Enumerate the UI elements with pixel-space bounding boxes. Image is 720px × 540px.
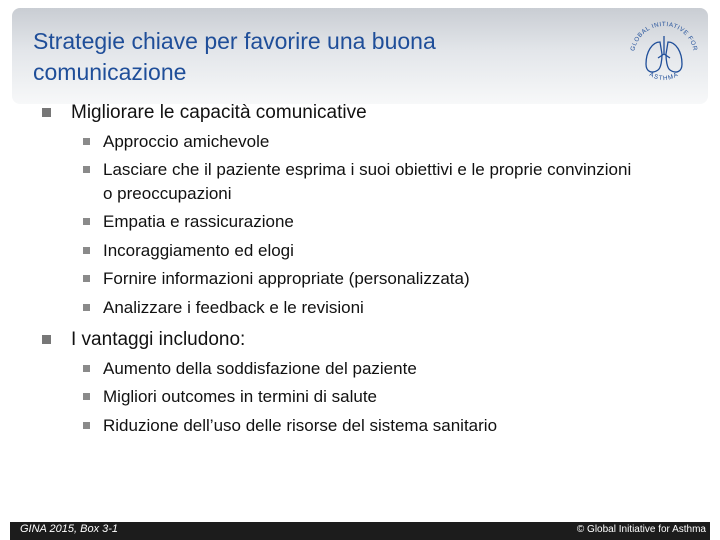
gina-logo <box>622 14 706 98</box>
logo-text: GLOBAL INITIATIVE FOR <box>629 20 699 52</box>
square-bullet-icon <box>83 275 90 282</box>
square-bullet-icon <box>42 335 51 344</box>
list-item: Aumento della soddisfazione del paziente <box>103 357 663 381</box>
square-bullet-icon <box>42 108 51 117</box>
slide-title: Strategie chiave per favorire una buona comunicazione <box>33 28 436 85</box>
list-item: Approccio amichevole <box>103 130 663 154</box>
list-item: Incoraggiamento ed elogi <box>103 239 663 263</box>
list-item: Empatia e rassicurazione <box>103 210 663 234</box>
section-heading: Migliorare le capacità comunicative <box>71 102 367 124</box>
square-bullet-icon <box>83 218 90 225</box>
svg-text:ASTHMA: ASTHMA <box>647 71 681 83</box>
section-heading: I vantaggi includono: <box>71 329 245 351</box>
list-item: Migliori outcomes in termini di salute <box>103 385 663 409</box>
source-citation: GINA 2015, Box 3-1 <box>20 523 119 535</box>
square-bullet-icon <box>83 393 90 400</box>
list-item: Riduzione dell’uso delle risorse del sistema sanitario <box>103 414 663 438</box>
square-bullet-icon <box>83 247 90 254</box>
square-bullet-icon <box>83 365 90 372</box>
square-bullet-icon <box>83 166 90 173</box>
square-bullet-icon <box>83 138 90 145</box>
copyright-notice: © Global Initiative for Asthma <box>576 524 706 535</box>
list-item: Lasciare che il paziente esprima i suoi obiettivi e le proprie convinzioni o preoccupazioni <box>103 158 633 206</box>
list-item: Fornire informazioni appropriate (personalizzata) <box>103 267 663 291</box>
square-bullet-icon <box>83 422 90 429</box>
lungs-icon <box>646 36 682 72</box>
list-item: Analizzare i feedback e le revisioni <box>103 296 663 320</box>
square-bullet-icon <box>83 304 90 311</box>
